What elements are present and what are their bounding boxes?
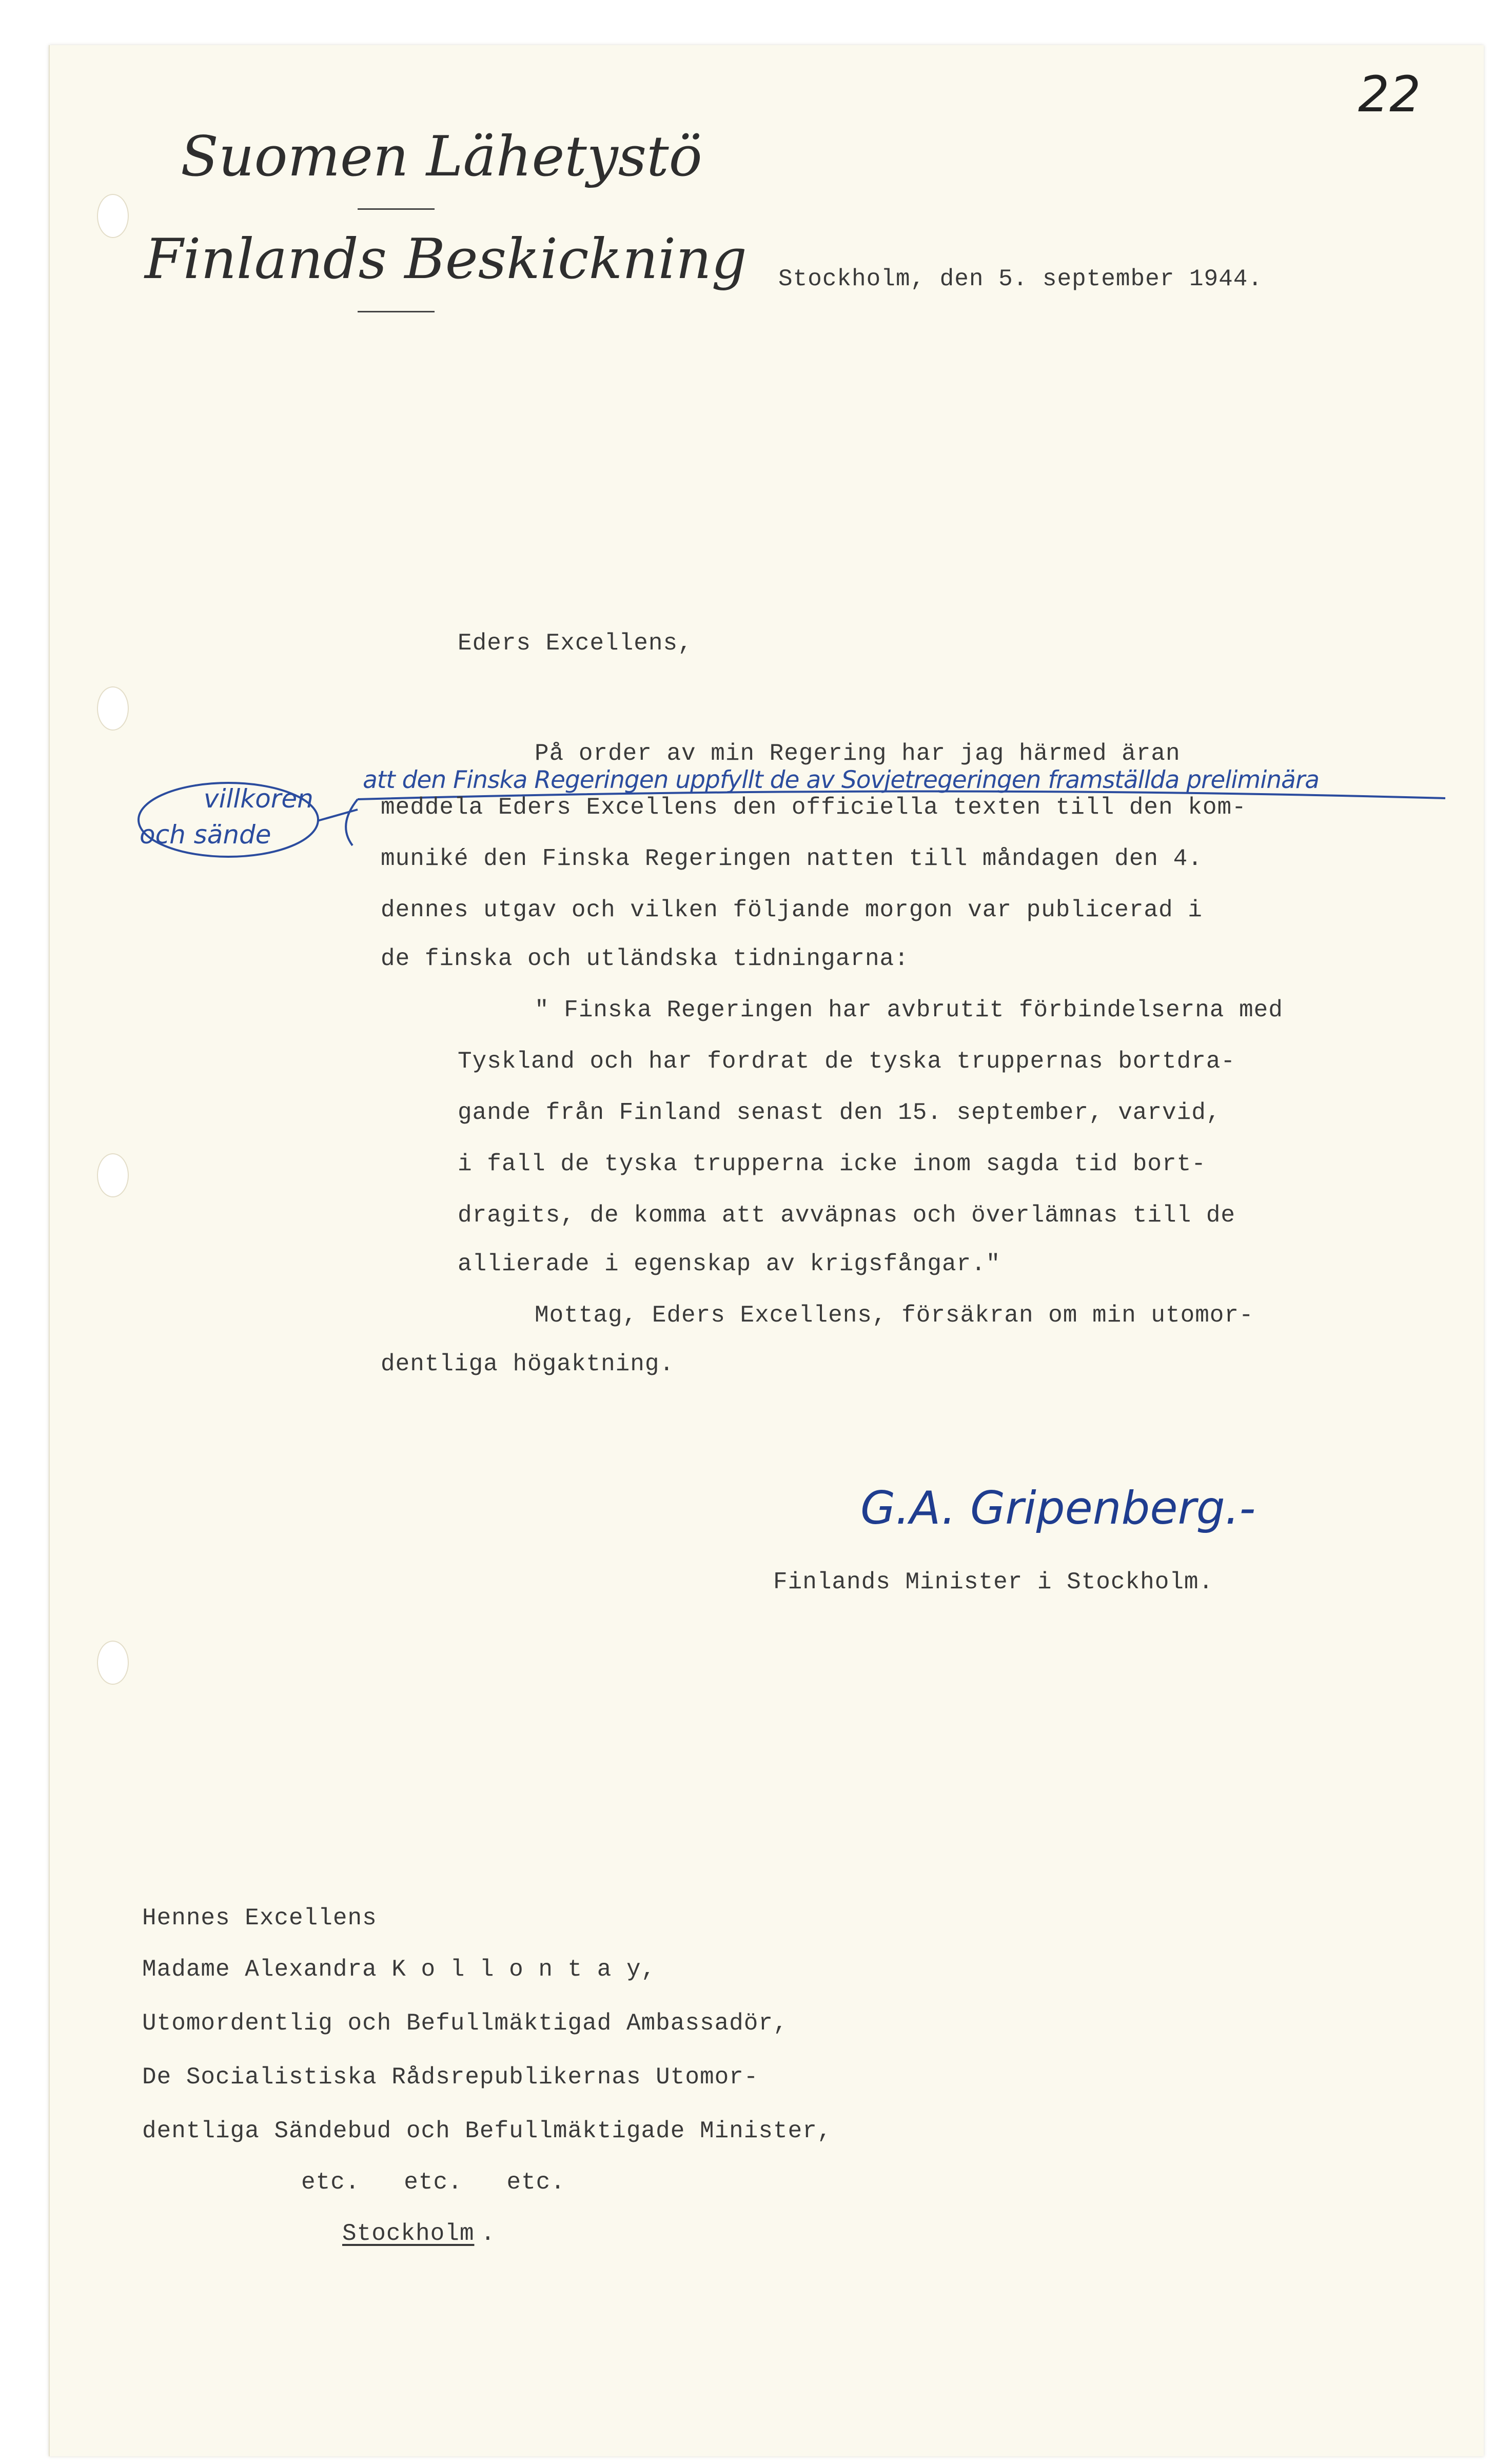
signer-title: Finlands Minister i Stockholm. (773, 1569, 1214, 1595)
body-line: de finska och utländska tidningarna: (381, 945, 909, 972)
letter-sheet (49, 45, 1484, 2456)
closing-line: Mottag, Eders Excellens, försäkran om min utomor- (535, 1302, 1254, 1329)
addressee-city: Stockholm (342, 2220, 475, 2247)
salutation: Eders Excellens, (458, 630, 693, 657)
addressee-line: Madame Alexandra K o l l o n t a y, (142, 1956, 656, 1983)
signature: G.A. Gripenberg.- (860, 1482, 1256, 1534)
place-date: Stockholm, den 5. september 1944. (778, 266, 1263, 292)
letterhead-line1: Suomen Lähetystö (181, 125, 702, 189)
body-line: dennes utgav och vilken följande morgon var publicerad i (381, 897, 1203, 923)
quote-line: i fall de tyska trupperna icke inom sagda tid bort- (458, 1151, 1206, 1177)
body-line: meddela Eders Excellens den officiella texten till den kom- (381, 794, 1247, 821)
margin-note: villkoren (204, 784, 313, 814)
handwritten-insertion: att den Finska Regeringen uppfyllt de av Sovjetregeringen framställda preliminära (363, 766, 1319, 794)
addressee-line: Utomordentlig och Befullmäktigad Ambassadör, (142, 2010, 788, 2037)
punch-hole (97, 1641, 129, 1685)
page-number: 22 (1358, 66, 1421, 123)
quote-line: gande från Finland senast den 15. september, varvid, (458, 1099, 1221, 1126)
closing-line: dentliga högaktning. (381, 1351, 675, 1377)
letterhead-line2: Finlands Beskickning (145, 227, 747, 291)
addressee-line: Hennes Excellens (142, 1905, 377, 1931)
body-line: muniké den Finska Regeringen natten till måndagen den 4. (381, 845, 1203, 872)
city-period: . (481, 2220, 496, 2247)
margin-note: och sände (140, 820, 271, 850)
quote-line: " Finska Regeringen har avbrutit förbindelserna med (535, 997, 1283, 1023)
quote-line: allierade i egenskap av krigsfångar." (458, 1251, 1001, 1277)
quote-line: dragits, de komma att avväpnas och överlämnas till de (458, 1202, 1236, 1229)
body-line: På order av min Regering har jag härmed äran (535, 740, 1181, 767)
addressee-line: etc. etc. etc. (301, 2169, 565, 2196)
addressee-line: De Socialistiska Rådsrepublikernas Utomor- (142, 2064, 759, 2091)
quote-line: Tyskland och har fordrat de tyska truppernas bortdra- (458, 1048, 1236, 1075)
addressee-line: dentliga Sändebud och Befullmäktigade Minister, (142, 2118, 832, 2144)
punch-hole (97, 1153, 129, 1197)
